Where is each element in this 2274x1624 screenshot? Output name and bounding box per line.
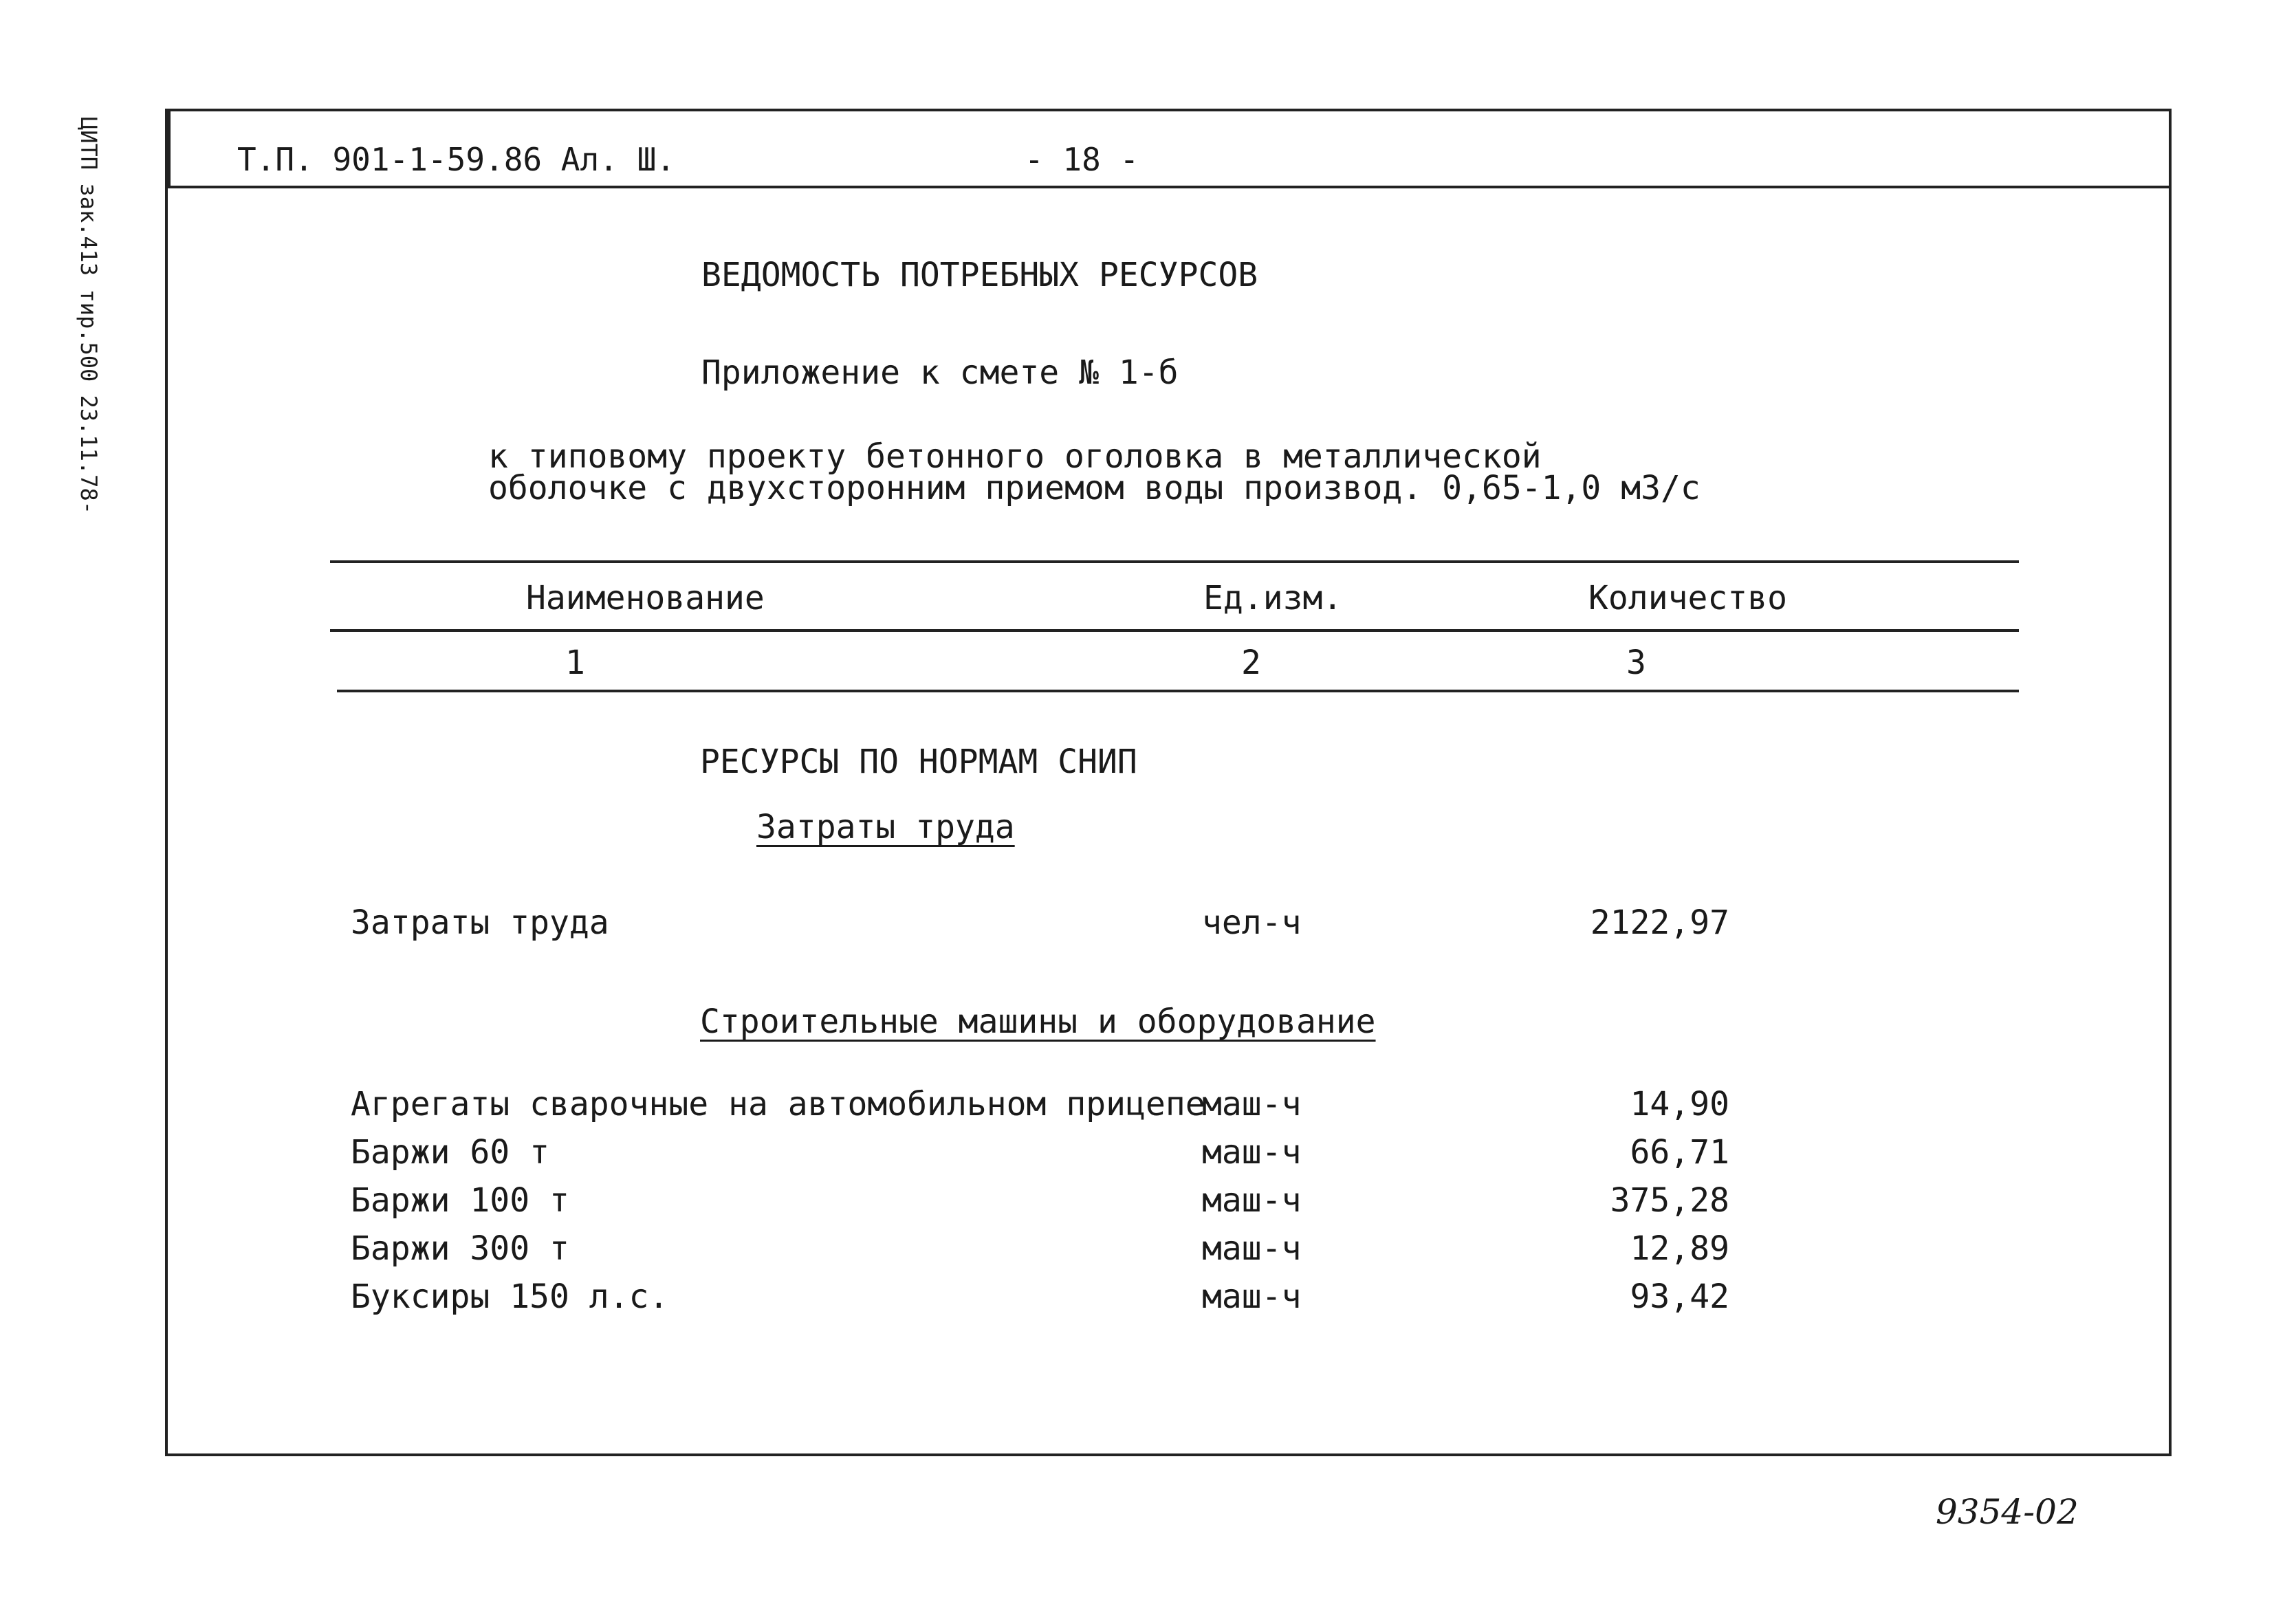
- table-top-rule: [330, 560, 2019, 563]
- labor-heading: Затраты труда: [756, 808, 1015, 846]
- page-number: - 18 -: [1025, 141, 1139, 178]
- machine-row-name: Буксиры 150 л.с.: [351, 1277, 669, 1316]
- machine-row-unit: маш-ч: [1202, 1085, 1302, 1123]
- column-number-2: 2: [1241, 644, 1261, 682]
- machine-row-qty: 12,89: [1630, 1229, 1729, 1268]
- labor-row-qty: 2122,97: [1590, 903, 1729, 942]
- document-title: ВЕДОМОСТЬ ПОТРЕБНЫХ РЕСУРСОВ: [701, 256, 1258, 294]
- section-title: РЕСУРСЫ ПО НОРМАМ СНИП: [700, 743, 1137, 781]
- machine-row-unit: маш-ч: [1202, 1133, 1302, 1172]
- column-number-3: 3: [1626, 644, 1646, 682]
- column-number-1: 1: [565, 644, 585, 682]
- machine-row-unit: маш-ч: [1202, 1181, 1302, 1220]
- machine-row-qty: 375,28: [1610, 1181, 1729, 1220]
- machine-row-name: Баржи 100 т: [351, 1181, 569, 1220]
- description-line-2: оболочке с двухсторонним приемом воды производ. 0,65-1,0 м3/с: [488, 469, 1701, 507]
- labor-row-unit: чел-ч: [1202, 903, 1302, 942]
- machine-row-name: Агрегаты сварочные на автомобильном прицепе: [351, 1085, 1205, 1123]
- document-subtitle: Приложение к смете № 1-б: [701, 353, 1179, 392]
- machine-row-unit: маш-ч: [1202, 1229, 1302, 1268]
- column-header-unit: Ед.изм.: [1203, 579, 1343, 617]
- table-header-rule: [330, 629, 2019, 632]
- column-header-name: Наименование: [526, 579, 765, 617]
- document-code: Т.П. 901-1-59.86 Ал. Ш.: [237, 141, 675, 178]
- footer-code: 9354-02: [1936, 1492, 2079, 1532]
- machine-row-unit: маш-ч: [1202, 1277, 1302, 1316]
- machine-row-qty: 93,42: [1630, 1277, 1729, 1316]
- column-header-quantity: Количество: [1588, 579, 1787, 617]
- table-bottom-rule: [337, 690, 2019, 692]
- labor-row-name: Затраты труда: [351, 903, 609, 942]
- header-divider: [168, 186, 2169, 188]
- machine-row-name: Баржи 60 т: [351, 1133, 549, 1172]
- description-line-1: к типовому проекту бетонного оголовка в металлической: [488, 437, 1542, 476]
- machine-row-qty: 66,71: [1630, 1133, 1729, 1172]
- machines-heading: Строительные машины и оборудование: [700, 1002, 1376, 1041]
- margin-print-note: ЦИТП зак.413 тир.500 23.11.78-: [76, 117, 102, 514]
- machine-row-qty: 14,90: [1630, 1085, 1729, 1123]
- header-left-border: [168, 110, 171, 187]
- machine-row-name: Баржи 300 т: [351, 1229, 569, 1268]
